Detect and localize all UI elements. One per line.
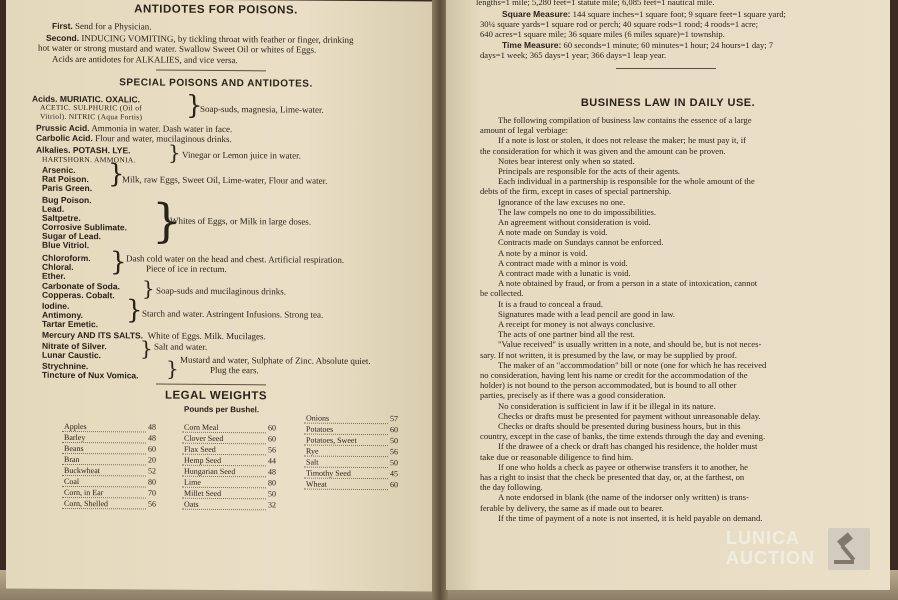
antidote-acids: Soap-suds, magnesia, Lime-water. [200, 103, 324, 115]
square-text-2: 30¼ square yards=1 square rod or perch; 40 square rods=1 rood; 4 roods=1 acre; [480, 19, 759, 29]
poison-lead: Lead. [42, 203, 65, 214]
law-line: The acts of one partner bind all the rest. [498, 329, 635, 340]
antidote-carbolic: Flour and water, mucilaginous drinks. [95, 133, 232, 145]
auction-watermark [726, 528, 815, 568]
poison-sugar-lead: Sugar of Lead. [42, 230, 102, 242]
law-line: Contracts made on Sundays cannot be enforced. [498, 237, 664, 248]
first-label: First. [52, 20, 73, 31]
weight-value: 57 [390, 413, 398, 423]
law-line: Checks or drafts must be presented for payment without unreasonable delay. [498, 410, 761, 421]
poison-alkalies-2: HARTSHORN. AMMONIA. [42, 154, 136, 165]
weights-col-3 [304, 413, 400, 491]
weight-row [62, 453, 158, 465]
law-line: A contract made with a lunatic is void. [498, 268, 631, 278]
time-text: 60 seconds=1 minute; 60 minutes=1 hour; 24 hours=1 day; 7 [563, 40, 774, 50]
divider [616, 68, 716, 69]
weight-item: Lime [182, 476, 266, 488]
poison-strychnine: Strychnine. [42, 360, 89, 372]
law-line: parties, precisely as if there was a good consideration. [480, 390, 666, 401]
weight-value: 56 [148, 498, 156, 509]
antidote-chloroform: Dash cold water on the head and chest. Artificial respiration. [126, 253, 345, 265]
second-text: INDUCING VOMITING, by tickling throat with feather or finger, drinking [81, 33, 354, 45]
weights-col-2 [182, 422, 278, 511]
weight-row [62, 421, 158, 432]
weight-item: Beans [62, 442, 146, 454]
weight-row [304, 467, 400, 479]
square-text-3: 640 acres=1 square mile; 36 square miles (6 miles square)=1 township. [480, 29, 725, 39]
brace: } [152, 193, 182, 248]
weights-subtitle: Pounds per Bushel. [184, 404, 260, 415]
weight-item: Clover Seed [182, 432, 266, 444]
weight-row [304, 456, 400, 468]
law-line: Ignorance of the law excuses no one. [498, 196, 626, 207]
antidote-iodine: Starch and water. Astringent Infusions. Strong tea. [142, 308, 324, 320]
law-line: A note obtained by fraud, or from a person in a state of intoxication, cannot [498, 278, 758, 289]
law-line: If the drawee of a check or draft has changed his residence, the holder must [498, 441, 758, 452]
poison-acids: Acids. MURIATIC. OXALIC. [32, 93, 140, 105]
law-line: be collected. [480, 288, 524, 299]
weight-row [304, 413, 400, 424]
weight-value: 50 [390, 457, 398, 467]
weight-item: Millet Seed [182, 487, 266, 499]
time-text-2: days=1 week; 365 days=1 year; 366 days=1 leap year. [480, 50, 667, 60]
weight-value: 45 [390, 468, 398, 478]
weight-value: 70 [148, 487, 156, 498]
law-line: A note by a minor is void. [498, 247, 588, 258]
law-line: If one who holds a check as payee or otherwise transfers it to another, he [498, 461, 748, 472]
poison-chloroform: Chloroform. [42, 252, 91, 264]
antidote-mercury: White of Eggs. Milk. Mucilages. [147, 330, 266, 342]
poison-blue-vitriol: Blue Vitriol. [42, 239, 90, 251]
law-line: If a note is lost or stolen, it does not release the maker; he must pay it, if [498, 135, 746, 146]
weight-row [182, 476, 278, 488]
law-line: the consideration for which it was given and the amount can be proven. [480, 145, 726, 156]
first-text: Send for a Physician. [75, 20, 152, 32]
law-line: sary. If not written, it is presumed by the law, or may be supplied by proof. [480, 349, 737, 360]
poison-antimony: Antimony. [42, 309, 83, 321]
antidote-prussic: Ammonia in water. Dash water in face. [91, 123, 233, 135]
law-line: The law compels no one to do impossibilities. [498, 206, 657, 217]
law-line: Notes bear interest only when so stated. [498, 155, 635, 166]
acids-note: Acids are antidotes for ALKALIES, and vice versa. [52, 53, 238, 66]
weight-value: 56 [268, 444, 276, 454]
law-line: holder) is not bound to the person accommodated, but is bound to all other [480, 380, 737, 391]
law-line: ferable by delivery, the same as if made out to bearer. [480, 502, 664, 513]
law-line: the day following. [480, 482, 543, 493]
weight-row [304, 478, 400, 490]
law-line: take due or reasonable diligence to find him. [480, 451, 634, 462]
antidote-chloroform-2: Piece of ice in rectum. [146, 263, 227, 275]
left-page [6, 0, 434, 591]
weight-row [182, 422, 278, 433]
brace: } [110, 247, 127, 278]
weight-row [182, 432, 278, 444]
weight-row [182, 443, 278, 455]
special-title: SPECIAL POISONS AND ANTIDOTES. [119, 77, 313, 90]
weight-value: 52 [148, 465, 156, 476]
poison-saltpetre: Saltpetre. [42, 212, 81, 224]
poison-carbolic: Carbolic Acid. [36, 132, 93, 144]
law-line: It is a fraud to conceal a fraud. [498, 298, 603, 309]
time-label: Time Measure: [502, 40, 562, 50]
poison-tartar: Tartar Emetic. [42, 318, 99, 330]
weight-item: Corn, in Ear [62, 486, 146, 498]
second-label: Second. [46, 32, 80, 44]
weight-value: 48 [268, 466, 276, 476]
poison-paris-green: Paris Green. [42, 182, 93, 194]
poison-acids-3: Vitriol). NITRIC (Aqua Fortis) [40, 111, 143, 122]
right-page [446, 0, 890, 590]
weight-item: Potatoes, Sweet [304, 434, 388, 446]
length-measure: lengths=1 mile; 5,280 feet=1 statute mile; 6,085 feet=1 nautical mile. [476, 0, 715, 7]
weight-item: Salt [304, 456, 388, 468]
weight-item: Flax Seed [182, 443, 266, 455]
brace: } [126, 295, 143, 326]
antidote-alkalies: Vinegar or Lemon juice in water. [182, 149, 301, 161]
weight-item: Buckwheat [62, 464, 146, 476]
weights-title: LEGAL WEIGHTS [164, 389, 268, 403]
weight-value: 20 [148, 454, 156, 465]
square-label: Square Measure: [502, 9, 571, 19]
weight-value: 32 [268, 499, 276, 509]
weight-item: Barley [62, 431, 146, 443]
brace: } [168, 140, 181, 165]
law-line: debts of the firm, except in cases of special partnership. [480, 186, 672, 197]
law-line: amount of legal verbiage: [480, 125, 569, 136]
poison-acids-2: ACETIC. SULPHURIC (Oil of [40, 102, 143, 113]
law-line: Each individual in a partnership is responsible for the whole amount of the [498, 176, 755, 187]
poison-iodine: Iodine. [42, 300, 70, 311]
weight-row [304, 423, 400, 435]
poison-nux-vomica: Tincture of Nux Vomica. [42, 369, 139, 381]
weight-item: Rye [304, 445, 388, 457]
weight-row [182, 465, 278, 477]
weight-item: Coal [62, 475, 146, 487]
poison-lunar-caustic: Lunar Caustic. [42, 349, 102, 361]
poison-bug: Bug Poison. [42, 194, 92, 206]
weight-value: 60 [268, 433, 276, 443]
weight-value: 80 [148, 476, 156, 487]
law-line: The following compilation of business law contains the essence of a large [498, 115, 752, 125]
brace: } [142, 276, 155, 301]
antidote-carbonate: Soap-suds and mucilaginous drinks. [156, 285, 286, 297]
poison-mercury: Mercury AND ITS SALTS. [42, 329, 144, 341]
antidotes-title: ANTIDOTES FOR POISONS. [134, 3, 298, 17]
watermark-line-2: AUCTION [726, 548, 815, 568]
law-line: An agreement without consideration is void. [498, 217, 651, 227]
divider [156, 70, 266, 72]
weight-value: 60 [148, 443, 156, 454]
weight-item: Hungarian Seed [182, 465, 266, 477]
brace: } [186, 90, 203, 121]
weight-item: Potatoes [304, 423, 388, 435]
weight-row [62, 497, 158, 509]
watermark-line-1: LUNICA [726, 528, 800, 548]
weight-item: Timothy Seed [304, 467, 388, 479]
law-line: A receipt for money is not always conclusive. [498, 319, 656, 329]
poison-carbonate-soda: Carbonate of Soda. [42, 280, 120, 292]
weight-value: 50 [390, 435, 398, 445]
brace: } [108, 159, 125, 190]
antidote-nitrate: Salt and water. [154, 341, 208, 352]
poison-prussic: Prussic Acid. [36, 122, 90, 134]
weight-item: Apples [62, 421, 146, 432]
weight-row [304, 445, 400, 457]
poison-nitrate-silver: Nitrate of Silver. [42, 340, 107, 352]
weight-row [62, 431, 158, 443]
weight-item: Oats [182, 498, 266, 510]
weight-item: Hemp Seed [182, 454, 266, 466]
poison-chloral: Chloral. [42, 261, 74, 272]
weight-row [62, 464, 158, 476]
weight-value: 60 [390, 479, 398, 489]
poison-arsenic: Arsenic. [42, 164, 76, 175]
weight-value: 56 [390, 446, 398, 456]
weight-row [62, 442, 158, 454]
law-line: A note endorsed in blank (the name of the indorser only written) is trans- [498, 492, 749, 503]
law-line: Signatures made with a lead pencil are good in law. [498, 308, 675, 319]
weight-value: 48 [148, 422, 156, 432]
weight-value: 60 [268, 423, 276, 433]
square-text: 144 square inches=1 square foot; 9 square feet=1 square yard; [572, 9, 786, 19]
gavel-icon [828, 528, 870, 570]
law-line: A note made on Sunday is void. [498, 227, 608, 238]
weight-row [182, 487, 278, 499]
weight-item: Bran [62, 453, 146, 465]
law-line: no consideration, having lent his name or credit for the accommodation of the [480, 370, 748, 380]
weight-item: Corn Meal [182, 422, 266, 433]
divider [156, 384, 266, 386]
weight-row [62, 486, 158, 498]
law-line: A contract made with a minor is void. [498, 257, 628, 268]
antidote-bug: Whites of Eggs, or Milk in large doses. [170, 215, 312, 227]
law-line: country, except in the case of banks, the time extends through the day and evening. [480, 431, 766, 442]
poison-corrosive: Corrosive Sublimate. [42, 221, 128, 233]
second-text-2: hot water or strong mustard and water. Swallow Sweet Oil or whites of Eggs. [38, 42, 317, 55]
law-line: "Value received" is usually written in a note, and should be, but is not neces- [498, 339, 762, 350]
weight-item: Wheat [304, 478, 388, 490]
law-line: If the time of payment of a note is not inserted, it is held payable on demand. [498, 512, 763, 523]
law-line: Checks or drafts should be presented during business hours, but in this [498, 421, 741, 431]
antidote-strychnine: Mustard and water, Sulphate of Zinc. Absolute quiet. [180, 354, 371, 367]
poison-rat: Rat Poison. [42, 173, 89, 185]
poison-ether: Ether. [42, 270, 66, 281]
weight-row [182, 454, 278, 466]
weight-item: Onions [304, 413, 388, 424]
law-title: BUSINESS LAW IN DAILY USE. [580, 97, 756, 109]
brace: } [166, 356, 179, 381]
poison-copperas: Copperas. Cobalt. [42, 289, 115, 301]
weight-row [62, 475, 158, 487]
poison-alkalies: Alkalies. POTASH. LYE. [36, 144, 131, 156]
weight-value: 80 [268, 477, 276, 487]
weight-item: Corn, Shelled [62, 497, 146, 509]
weight-value: 48 [148, 432, 156, 443]
weight-value: 44 [268, 455, 276, 465]
weight-value: 50 [268, 488, 276, 498]
weight-row [304, 434, 400, 446]
law-line: Principals are responsible for the acts of their agents. [498, 166, 681, 176]
law-line: The maker of an "accommodation" bill or note (one for which he has received [498, 359, 767, 370]
antidote-arsenic: Milk, raw Eggs, Sweet Oil, Lime-water, Flour and water. [122, 174, 328, 186]
brace: } [140, 336, 153, 361]
weights-col-1 [62, 421, 158, 510]
law-line: No consideration is sufficient in law if it be illegal in its nature. [498, 400, 716, 411]
law-line: has a right to insist that the check be presented that day, or, at the farthest, on [480, 472, 745, 482]
weight-value: 60 [390, 424, 398, 434]
antidote-strychnine-2: Plug the ears. [210, 364, 259, 376]
weight-row [182, 498, 278, 510]
